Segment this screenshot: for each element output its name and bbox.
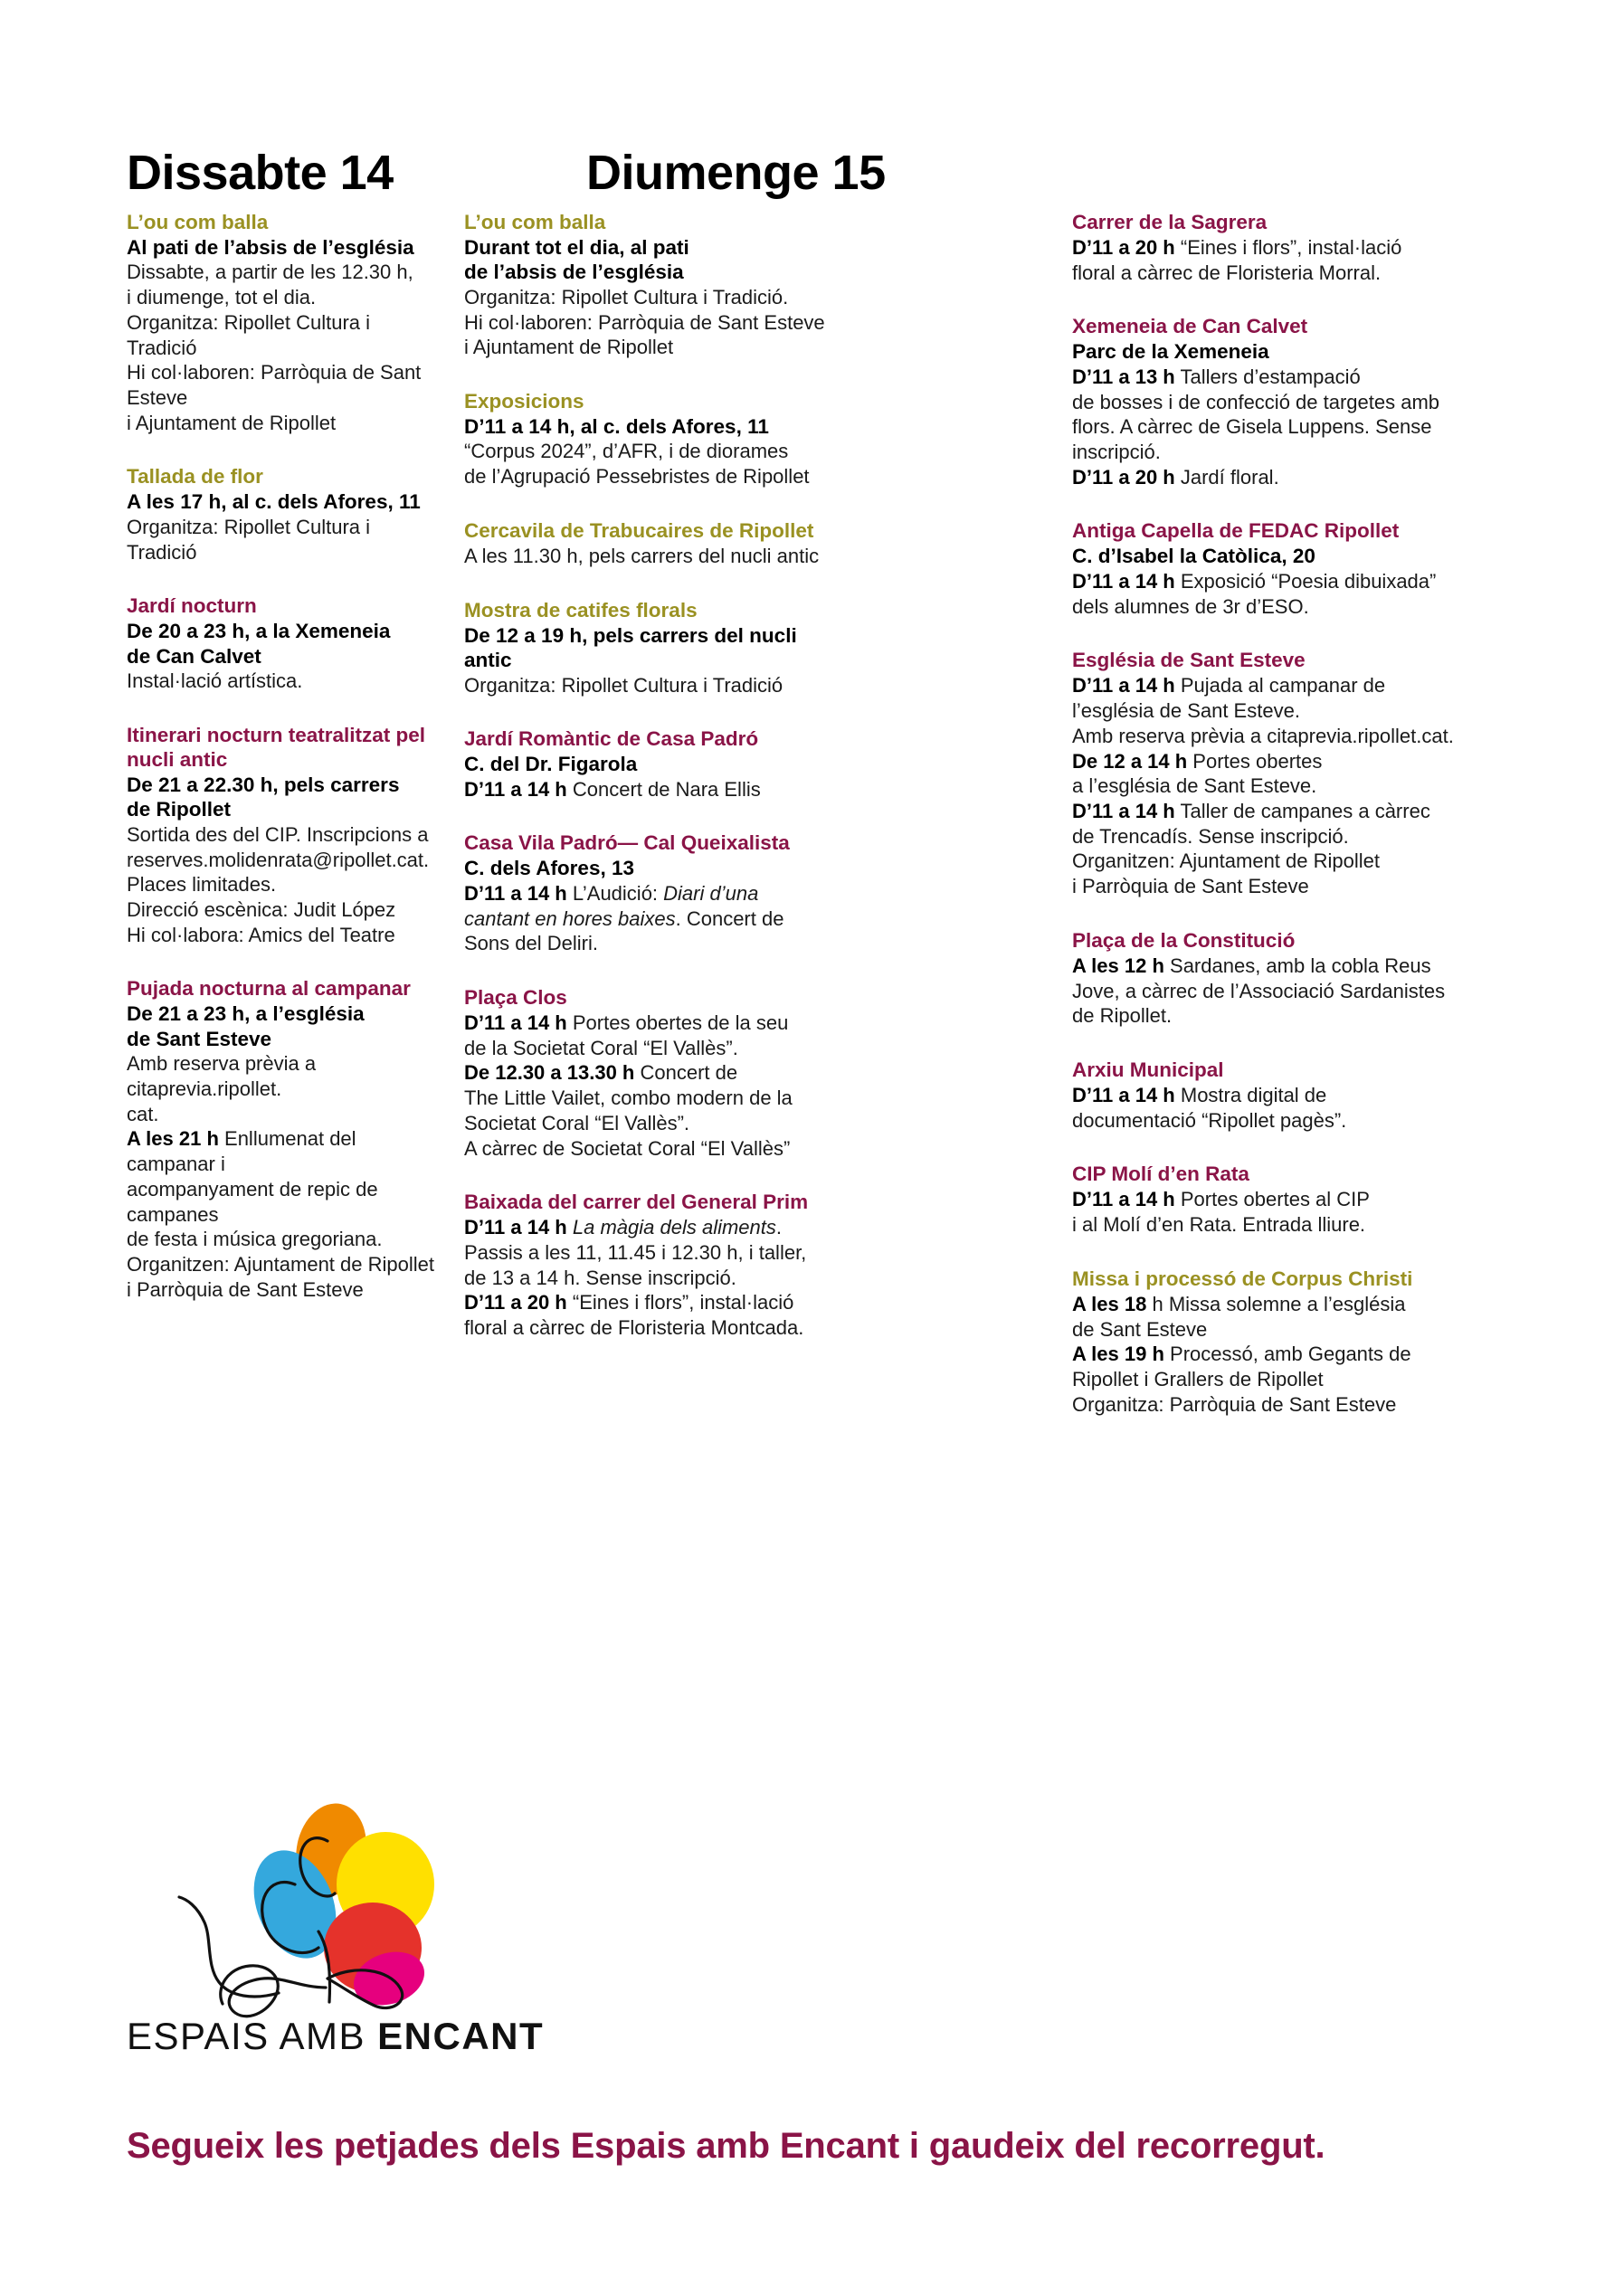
- event-detail-line: A càrrec de Societat Coral “El Vallès”: [464, 1136, 791, 1160]
- event-detail-line: D’11 a 14 h Exposició “Poesia dibuixada”: [1072, 569, 1437, 593]
- event-detail-line: acompanyament de repic de campanes: [127, 1177, 378, 1226]
- event-detail-line: Direcció escènica: Judit López: [127, 897, 396, 921]
- event-title: Pujada nocturna al campanar: [127, 977, 411, 1001]
- event-entry: [1072, 210, 1474, 285]
- event-entry: [127, 593, 439, 694]
- event-detail-line: Jove, a càrrec de l’Associació Sardanistes: [1072, 979, 1446, 1002]
- event-subtitle-line: D’11 a 14 h, al c. dels Afores, 11: [464, 415, 769, 439]
- event-title: Antiga Capella de FEDAC Ripollet: [1072, 519, 1400, 543]
- event-detail-line: Places limitades.: [127, 873, 277, 897]
- event-detail-line: cantant en hores baixes. Concert de: [464, 906, 784, 930]
- event-detail-line: “Corpus 2024”, d’AFR, i de diorames: [464, 440, 789, 463]
- program-columns: [0, 210, 1624, 1417]
- event-title: L’ou com balla: [127, 211, 269, 233]
- event-entry: [127, 976, 439, 1302]
- event-detail-line: A les 19 h Processó, amb Gegants de: [1072, 1343, 1411, 1366]
- event-detail-line: i Parròquia de Sant Esteve: [127, 1277, 364, 1301]
- event-detail-line: Hi col·laboren: Parròquia de Sant Esteve: [127, 361, 422, 410]
- event-detail-line: D’11 a 14 h Portes obertes al CIP: [1072, 1188, 1370, 1211]
- event-entry: [1072, 928, 1474, 1029]
- event-entry: [464, 210, 907, 360]
- event-subtitle-line: de l’absis de l’església: [464, 261, 684, 284]
- event-title: Xemeneia de Can Calvet: [1072, 315, 1308, 338]
- event-title: Carrer de la Sagrera: [1072, 211, 1268, 233]
- event-entry: [127, 723, 439, 947]
- event-detail-line: D’11 a 14 h Portes obertes de la seu: [464, 1011, 789, 1034]
- event-detail-line: Hi col·laboren: Parròquia de Sant Esteve: [464, 310, 825, 334]
- event-subtitle-line: de Ripollet: [127, 798, 232, 821]
- event-detail-line: Societat Coral “El Vallès”.: [464, 1111, 690, 1134]
- event-entry: [1072, 648, 1474, 898]
- event-detail-line: de bosses i de confecció de targetes amb: [1072, 390, 1440, 413]
- logo-wordmark: [127, 2015, 544, 2058]
- event-subtitle-line: De 21 a 22.30 h, pels carrers: [127, 773, 400, 796]
- event-title: Església de Sant Esteve: [1072, 649, 1306, 672]
- event-detail-line: de festa i música gregoriana.: [127, 1228, 383, 1251]
- event-detail-line: A les 18 h Missa solemne a l’església: [1072, 1292, 1406, 1315]
- event-detail-line: Amb reserva prèvia a citaprevia.ripollet.: [127, 1052, 317, 1100]
- event-detail-line: Instal·lació artística.: [127, 669, 303, 693]
- event-title: Tallada de flor: [127, 465, 263, 489]
- event-subtitle-line: antic: [464, 649, 512, 672]
- event-detail-line: Ripollet i Grallers de Ripollet: [1072, 1368, 1324, 1390]
- event-subtitle-line: Parc de la Xemeneia: [1072, 340, 1269, 364]
- event-title: Jardí Romàntic de Casa Padró: [464, 727, 759, 751]
- event-title: Jardí nocturn: [127, 594, 257, 618]
- event-subtitle-line: De 12 a 19 h, pels carrers del nucli: [464, 623, 797, 647]
- event-entry: [464, 726, 907, 802]
- event-subtitle-line: Durant tot el dia, al pati: [464, 236, 689, 259]
- event-detail-line: Organitza: Parròquia de Sant Esteve: [1072, 1392, 1397, 1416]
- event-detail-line: Sons del Deliri.: [464, 932, 598, 955]
- event-entry: [127, 464, 439, 565]
- event-detail-line: De 12.30 a 13.30 h Concert de: [464, 1061, 738, 1085]
- event-detail-line: The Little Vailet, combo modern de la: [464, 1087, 793, 1110]
- espais-amb-encant-logo: [118, 1787, 588, 2085]
- event-title: L’ou com balla: [464, 211, 606, 233]
- event-entry: [1072, 314, 1474, 489]
- day-title-sunday: Diumenge 15: [586, 146, 886, 201]
- event-detail-line: i Parròquia de Sant Esteve: [1072, 875, 1309, 898]
- event-detail-line: D’11 a 14 h La màgia dels aliments.: [464, 1216, 783, 1239]
- event-detail-line: Passis a les 11, 11.45 i 12.30 h, i taller,: [464, 1241, 807, 1264]
- event-title: Cercavila de Trabucaires de Ripollet: [464, 518, 814, 542]
- event-detail-line: D’11 a 20 h Jardí floral.: [1072, 465, 1279, 489]
- event-detail-line: documentació “Ripollet pagès”.: [1072, 1108, 1347, 1132]
- event-title: Plaça de la Constitució: [1072, 928, 1296, 952]
- event-title: Missa i processó de Corpus Christi: [1072, 1267, 1413, 1290]
- event-entry: [464, 830, 907, 956]
- event-detail-line: Hi col·labora: Amics del Teatre: [127, 923, 395, 946]
- event-detail-line: i Ajuntament de Ripollet: [127, 411, 337, 434]
- event-entry: [127, 210, 439, 435]
- event-detail-line: De 12 a 14 h Portes obertes: [1072, 749, 1323, 773]
- event-detail-line: D’11 a 14 h Pujada al campanar de: [1072, 674, 1386, 697]
- event-detail-line: cat.: [127, 1102, 159, 1125]
- event-title: CIP Molí d’en Rata: [1072, 1162, 1249, 1186]
- event-title: Exposicions: [464, 390, 584, 413]
- event-entry: [464, 518, 907, 569]
- event-subtitle-line: de Sant Esteve: [127, 1027, 272, 1050]
- event-detail-line: Sortida des del CIP. Inscripcions a: [127, 822, 429, 846]
- event-detail-line: de 13 a 14 h. Sense inscripció.: [464, 1266, 736, 1289]
- event-detail-line: de Sant Esteve: [1072, 1317, 1208, 1341]
- event-detail-line: reserves.molidenrata@ripollet.cat.: [127, 848, 430, 871]
- event-title: Mostra de catifes florals: [464, 598, 698, 622]
- event-title: Arxiu Municipal: [1072, 1058, 1224, 1081]
- event-entry: [464, 985, 907, 1161]
- event-detail-line: de la Societat Coral “El Vallès”.: [464, 1036, 738, 1059]
- event-detail-line: Organitzen: Ajuntament de Ripollet: [1072, 849, 1380, 873]
- event-detail-line: D’11 a 14 h Mostra digital de: [1072, 1083, 1327, 1106]
- event-detail-line: Dissabte, a partir de les 12.30 h,: [127, 261, 413, 284]
- flower-logo-icon: [118, 1787, 498, 2031]
- event-detail-line: D’11 a 14 h Concert de Nara Ellis: [464, 777, 761, 801]
- event-subtitle-line: C. del Dr. Figarola: [464, 753, 638, 776]
- day-title-saturday: Dissabte 14: [127, 146, 394, 201]
- event-subtitle-line: Al pati de l’absis de l’església: [127, 236, 414, 259]
- event-detail-line: l’església de Sant Esteve.: [1072, 699, 1300, 723]
- event-detail-line: D’11 a 20 h “Eines i flors”, instal·lació: [464, 1291, 794, 1314]
- event-detail-line: D’11 a 14 h L’Audició: Diari d’una: [464, 881, 759, 905]
- event-detail-line: Organitzen: Ajuntament de Ripollet: [127, 1253, 434, 1276]
- event-entry: [464, 389, 907, 489]
- event-detail-line: Organitza: Ripollet Cultura i Tradició: [127, 310, 371, 359]
- event-entry: [1072, 1267, 1474, 1418]
- event-subtitle-line: A les 17 h, al c. dels Afores, 11: [127, 490, 421, 514]
- event-detail-line: D’11 a 20 h “Eines i flors”, instal·lació: [1072, 236, 1402, 259]
- event-entry: [464, 1190, 907, 1341]
- event-subtitle-line: de Can Calvet: [127, 644, 261, 668]
- event-subtitle-line: De 20 a 23 h, a la Xemeneia: [127, 620, 391, 643]
- event-detail-line: Amb reserva prèvia a citaprevia.ripollet.cat.: [1072, 724, 1454, 747]
- event-detail-line: Organitza: Ripollet Cultura i Tradició.: [464, 285, 789, 308]
- event-entry: [464, 598, 907, 698]
- event-detail-line: A les 11.30 h, pels carrers del nucli antic: [464, 544, 820, 567]
- event-detail-line: floral a càrrec de Floristeria Montcada.: [464, 1316, 804, 1340]
- event-detail-line: Organitza: Ripollet Cultura i Tradició: [464, 673, 784, 697]
- event-detail-line: D’11 a 14 h Taller de campanes a càrrec: [1072, 799, 1430, 822]
- event-detail-line: i al Molí d’en Rata. Entrada lliure.: [1072, 1213, 1366, 1237]
- event-entry: [1072, 1162, 1474, 1237]
- event-detail-line: de Ripollet.: [1072, 1004, 1173, 1028]
- event-detail-line: inscripció.: [1072, 441, 1161, 464]
- event-detail-line: floral a càrrec de Floristeria Morral.: [1072, 261, 1382, 284]
- event-subtitle-line: De 21 a 23 h, a l’església: [127, 1002, 365, 1026]
- event-title: Itinerari nocturn teatralitzat pel nucli antic: [127, 723, 426, 771]
- event-detail-line: flors. A càrrec de Gisela Luppens. Sense: [1072, 415, 1432, 439]
- event-detail-line: A les 21 h Enllumenat del campanar i: [127, 1127, 356, 1176]
- event-entry: [1072, 518, 1474, 619]
- event-detail-line: de l’Agrupació Pessebristes de Ripollet: [464, 465, 810, 489]
- event-subtitle-line: C. dels Afores, 13: [464, 857, 634, 880]
- event-detail-line: de Trencadís. Sense inscripció.: [1072, 824, 1349, 848]
- event-detail-line: A les 12 h Sardanes, amb la cobla Reus: [1072, 954, 1431, 977]
- event-detail-line: dels alumnes de 3r d’ESO.: [1072, 594, 1309, 618]
- bottom-slogan: Segueix les petjades dels Espais amb Encant i gaudeix del recorregut.: [127, 2126, 1325, 2166]
- event-detail-line: i diumenge, tot el dia.: [127, 286, 317, 309]
- column-saturday: [0, 210, 457, 1302]
- logo-wordmark-light: ESPAIS AMB: [127, 2015, 378, 2057]
- event-detail-line: a l’església de Sant Esteve.: [1072, 774, 1317, 798]
- event-detail-line: i Ajuntament de Ripollet: [464, 336, 674, 359]
- event-title: Casa Vila Padró— Cal Queixalista: [464, 831, 790, 855]
- column-sunday-left: [457, 210, 927, 1341]
- event-title: Baixada del carrer del General Prim: [464, 1191, 809, 1214]
- logo-wordmark-heavy: ENCANT: [377, 2015, 545, 2057]
- event-detail-line: D’11 a 13 h Tallers d’estampació: [1072, 365, 1361, 388]
- event-detail-line: Organitza: Ripollet Cultura i Tradició: [127, 515, 371, 564]
- event-subtitle-line: C. d’Isabel la Catòlica, 20: [1072, 545, 1315, 568]
- event-title: Plaça Clos: [464, 985, 567, 1009]
- event-entry: [1072, 1058, 1474, 1133]
- column-sunday-right: [927, 210, 1488, 1417]
